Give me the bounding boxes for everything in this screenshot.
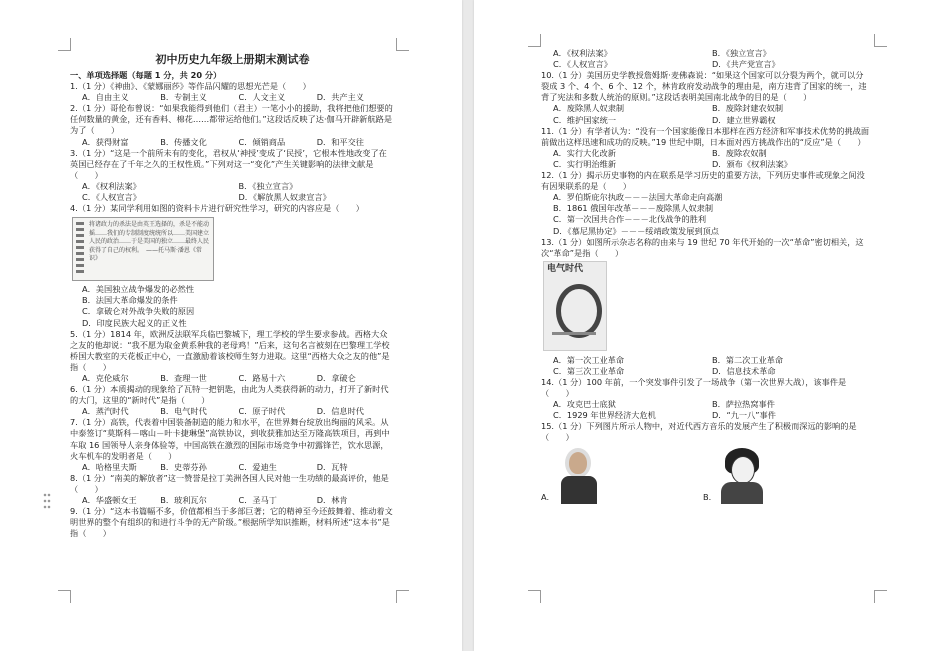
- option-c[interactable]: C．实行明治维新: [553, 158, 617, 169]
- option-b[interactable]: B．传播文化: [160, 136, 207, 147]
- option-b[interactable]: B．查理一世: [160, 372, 207, 383]
- drag-handle-icon[interactable]: [43, 492, 51, 510]
- coat-shape: [561, 476, 597, 504]
- option-a[interactable]: A．美国独立战争爆发的必然性: [82, 284, 195, 295]
- option-b[interactable]: B．废除农奴制: [712, 147, 767, 158]
- magazine-cover-image: [543, 261, 607, 351]
- question-1-options: [70, 92, 395, 103]
- option-c[interactable]: C．路易十六: [238, 372, 286, 383]
- question-3: 3.（1 分）“这是一个前所未有的变化，君权从‘神授’变成了‘民授’，它根本性地改变了在英国已经存在了千年之久的王权性质。”下列对这一“变化”产生关键影响的法律文献是（ ）: [70, 147, 387, 180]
- question-9-options: [541, 48, 871, 70]
- question-2: 2.（1 分）哥伦布曾说：“如果我能得到他们（君主）一笔小小的援助，我将把他们想要的任何数量的黄金，还有香料、棉花……都带运给他们。”这段话反映了达·伽马开辟新航路是为了（ ）: [70, 103, 393, 136]
- question-11-options: [541, 148, 871, 170]
- option-c[interactable]: C．原子时代: [238, 406, 286, 417]
- option-d[interactable]: D．“九一八”事件: [712, 410, 776, 421]
- magazine-title: 电气时代: [547, 263, 584, 274]
- document-page-left: [0, 0, 462, 651]
- crop-mark-bottom-right: [874, 590, 887, 603]
- option-d[interactable]: D．印度民族大起义的正义性: [82, 317, 187, 328]
- question-6-options: [70, 406, 395, 417]
- option-a[interactable]: A．第一次工业革命: [553, 354, 625, 365]
- question-4: 4.（1 分）某同学利用如图的资料卡片进行研究性学习，研究的内容应是（ ）: [70, 203, 364, 214]
- option-b[interactable]: B．史蒂芬孙: [160, 461, 207, 472]
- option-d[interactable]: D．《共产党宣言》: [712, 59, 780, 70]
- option-a[interactable]: A．自由主义: [82, 92, 129, 103]
- question-2-options: [70, 137, 395, 148]
- option-c[interactable]: C．《人权宣言》: [553, 59, 612, 70]
- option-a[interactable]: A．实行大化改新: [553, 147, 616, 158]
- option-c[interactable]: C．第三次工业革命: [553, 365, 625, 376]
- option-b[interactable]: B．萨拉热窝事件: [712, 399, 775, 410]
- crop-mark-bottom-left: [58, 590, 71, 603]
- option-c[interactable]: C．1929 年世界经济大危机: [553, 410, 656, 421]
- option-a[interactable]: A．蒸汽时代: [82, 406, 129, 417]
- option-b[interactable]: B．玻利瓦尔: [160, 495, 207, 505]
- option-a[interactable]: A．罗伯斯庇尔执政－－－法国大革命走向高潮: [553, 192, 723, 203]
- option-a[interactable]: A．攻克巴士底狱: [553, 399, 616, 410]
- option-b[interactable]: B．电气时代: [160, 406, 207, 417]
- question-13: 13.（1 分）如图所示杂志名称的由来与 19 世纪 70 年代开始的一次“革命”密切相关，这次“革命”是指（ ）: [541, 236, 864, 258]
- option-b[interactable]: B．1861 俄国年改革－－－废除黑人奴隶制: [553, 203, 714, 214]
- spiral-binding: [76, 222, 84, 276]
- question-6: 6.（1 分）本质揭动的现象给了瓦特一把钥匙，由此为人类获得新的动力，打开了新时代的大门，这里的“新时代”是指（ ）: [70, 384, 389, 406]
- option-b[interactable]: B．《独立宣言》: [238, 180, 298, 191]
- option-d[interactable]: D．共产主义: [316, 92, 364, 103]
- option-d[interactable]: D．《慕尼黑协定》－－－绥靖政策发展到顶点: [553, 225, 719, 236]
- question-14-options: [541, 399, 871, 421]
- option-c[interactable]: C．人文主义: [238, 92, 286, 103]
- crop-mark-top-right: [874, 34, 887, 47]
- option-a[interactable]: A．《权利法案》: [553, 48, 612, 58]
- question-8: 8.（1 分）“南美的解放者”这一赞誉是拉丁美洲各国人民对他一生功绩的最高评价，他是（ ）: [70, 472, 389, 494]
- left-page-content: [70, 52, 395, 539]
- question-3-options: [70, 181, 395, 203]
- section-heading: 一、单项选择题（每题 1 分，共 20 分）: [70, 70, 222, 80]
- option-a[interactable]: A．废除黑人奴隶制: [553, 103, 625, 114]
- crop-mark-bottom-right: [396, 590, 409, 603]
- right-page-content: [541, 48, 871, 504]
- option-a[interactable]: A．克伦威尔: [82, 372, 129, 383]
- option-c[interactable]: C．维护国家统一: [553, 114, 617, 125]
- option-c[interactable]: C．爱迪生: [238, 461, 277, 472]
- option-d[interactable]: D．拿破仑: [316, 372, 356, 383]
- option-b[interactable]: B.: [703, 492, 712, 503]
- question-10: 10.（1 分）美国历史学教授詹姆斯·麦佛森说：“如果这个国家可以分裂为两个，就可以分裂成 3 个、4 个、6 个、12 个，林肯政府发动战争的理由是，南方违背了国家的统一，违背了宪法和多数人统治的原则。”这段话表明美国南北战争的目的是（ ）: [541, 70, 867, 103]
- question-13-options: [541, 355, 871, 377]
- notebook-card-image: [72, 217, 214, 281]
- document-title: 初中历史九年级上册期末测试卷: [155, 53, 310, 66]
- crop-mark-top-left: [528, 34, 541, 47]
- option-a[interactable]: A.: [541, 492, 550, 503]
- question-15-options: [541, 448, 871, 504]
- option-d[interactable]: D．和平交往: [316, 136, 364, 147]
- coat-shape: [721, 482, 763, 504]
- question-1: 1.（1 分）《神曲》、《蒙娜丽莎》等作品闪耀的思想光芒是（ ）: [70, 81, 311, 92]
- option-a[interactable]: A．哈格里夫斯: [82, 461, 137, 472]
- question-7: 7.（1 分）高铁，代表着中国装备制造的能力和水平，在世界舞台绽放出绚丽的风采。从中泰签订“莫斯科－喀山－叶卡捷琳堡”高铁协议，到收获雅加达至万隆高铁项目，再到中车取 16 国领导人亲身体验等，中国高铁在激烈的国际市场竞争中初露锋芒，饮水思源，火车机车的发明者是（ ）: [70, 417, 390, 461]
- option-d[interactable]: D．颁布《权利法案》: [712, 158, 792, 169]
- option-d[interactable]: D．建立世界霸权: [712, 114, 776, 125]
- option-d[interactable]: D．瓦特: [316, 461, 348, 472]
- option-a[interactable]: A．获得财富: [82, 136, 129, 147]
- option-b[interactable]: B．第二次工业革命: [712, 354, 784, 365]
- option-d[interactable]: D．信息时代: [316, 406, 364, 417]
- option-a[interactable]: A．华盛顿女王: [82, 495, 137, 505]
- question-5-options: [70, 373, 395, 384]
- option-c[interactable]: C．圣马丁: [238, 495, 277, 505]
- question-11: 11.（1 分）有学者认为：“没有一个国家能像日本那样在西方经济和军事技术优势的挑战面前做出这样迅速和成功的反映。”19 世纪中期，日本面对西方挑战作出的“反应”是（ ）: [541, 125, 870, 147]
- card-quote: 将诸政力的杀法是由英王选择的，杀是不能动摇……我们的专制制度统统所以……美国建立人民的政治……于是美国的独立……最终人民获得了自己的权利。 ——托马斯·潘恩《常识》: [89, 221, 210, 263]
- option-c[interactable]: C．倾销商品: [238, 136, 286, 147]
- question-8-options: [70, 495, 395, 506]
- crop-mark-top-right: [396, 38, 409, 51]
- question-10-options: [541, 103, 871, 125]
- option-d[interactable]: D．信息技术革命: [712, 365, 776, 376]
- face-shape: [569, 452, 587, 474]
- question-4-options: [70, 284, 395, 328]
- option-b[interactable]: B．法国大革命爆发的条件: [82, 295, 178, 306]
- face-shape: [731, 456, 755, 484]
- portrait-a-image: [555, 448, 603, 504]
- option-b[interactable]: B．专制主义: [160, 92, 207, 103]
- option-c[interactable]: C．拿破仑对外战争失败的原因: [82, 306, 195, 317]
- question-14: 14.（1 分）100 年前，一个突发事件引发了一场战争（第一次世界大战），该事件是（ ）: [541, 376, 847, 399]
- question-5: 5.（1 分）1814 年，欧洲反法联军兵临巴黎城下，理工学校的学生要求参战。西格大众之友的他却说：“我不愿为取金黄系种我的老母鸡！”后来，这句名言被刻在巴黎理工学校桥国大教室的天花板正中心，一直激励着该校师生努力进取。这里“西格大众之友的他”是指（ ）: [70, 328, 390, 372]
- option-d[interactable]: D．《解放黑人奴隶宣言》: [238, 192, 331, 203]
- option-d[interactable]: D．林肯: [316, 495, 348, 505]
- option-b[interactable]: B．《独立宣言》: [712, 48, 771, 58]
- option-c[interactable]: C．第一次国共合作－－－北伐战争的胜利: [553, 214, 707, 225]
- crop-mark-bottom-left: [528, 590, 541, 603]
- option-b[interactable]: B．废除封建农奴制: [712, 103, 784, 114]
- question-7-options: [70, 462, 395, 473]
- option-a[interactable]: A．《权利法案》: [82, 180, 141, 191]
- option-c[interactable]: C．《人权宣言》: [82, 192, 141, 203]
- cover-strip: [552, 332, 596, 335]
- question-15: 15.（1 分）下列图片所示人物中，对近代西方音乐的发展产生了积极而深远的影响的是（ ）: [541, 421, 857, 443]
- question-12: 12.（1 分）揭示历史事物的内在联系是学习历史的重要方法，下列历史事件或现象之间没有因果联系的是（ ）: [541, 170, 865, 192]
- question-9: 9.（1 分）“这本书篇幅不多，价值都相当于多部巨著；它的精神至今还鼓舞着、推动着文明世界的整个有组织的和进行斗争的无产阶级。”根据所学知识推断，材料所述“这本书”是指（ ）: [70, 506, 393, 539]
- s-logo-icon: [556, 284, 602, 338]
- question-12-options: [541, 192, 871, 236]
- crop-mark-top-left: [58, 38, 71, 51]
- portrait-b-image: [717, 448, 765, 504]
